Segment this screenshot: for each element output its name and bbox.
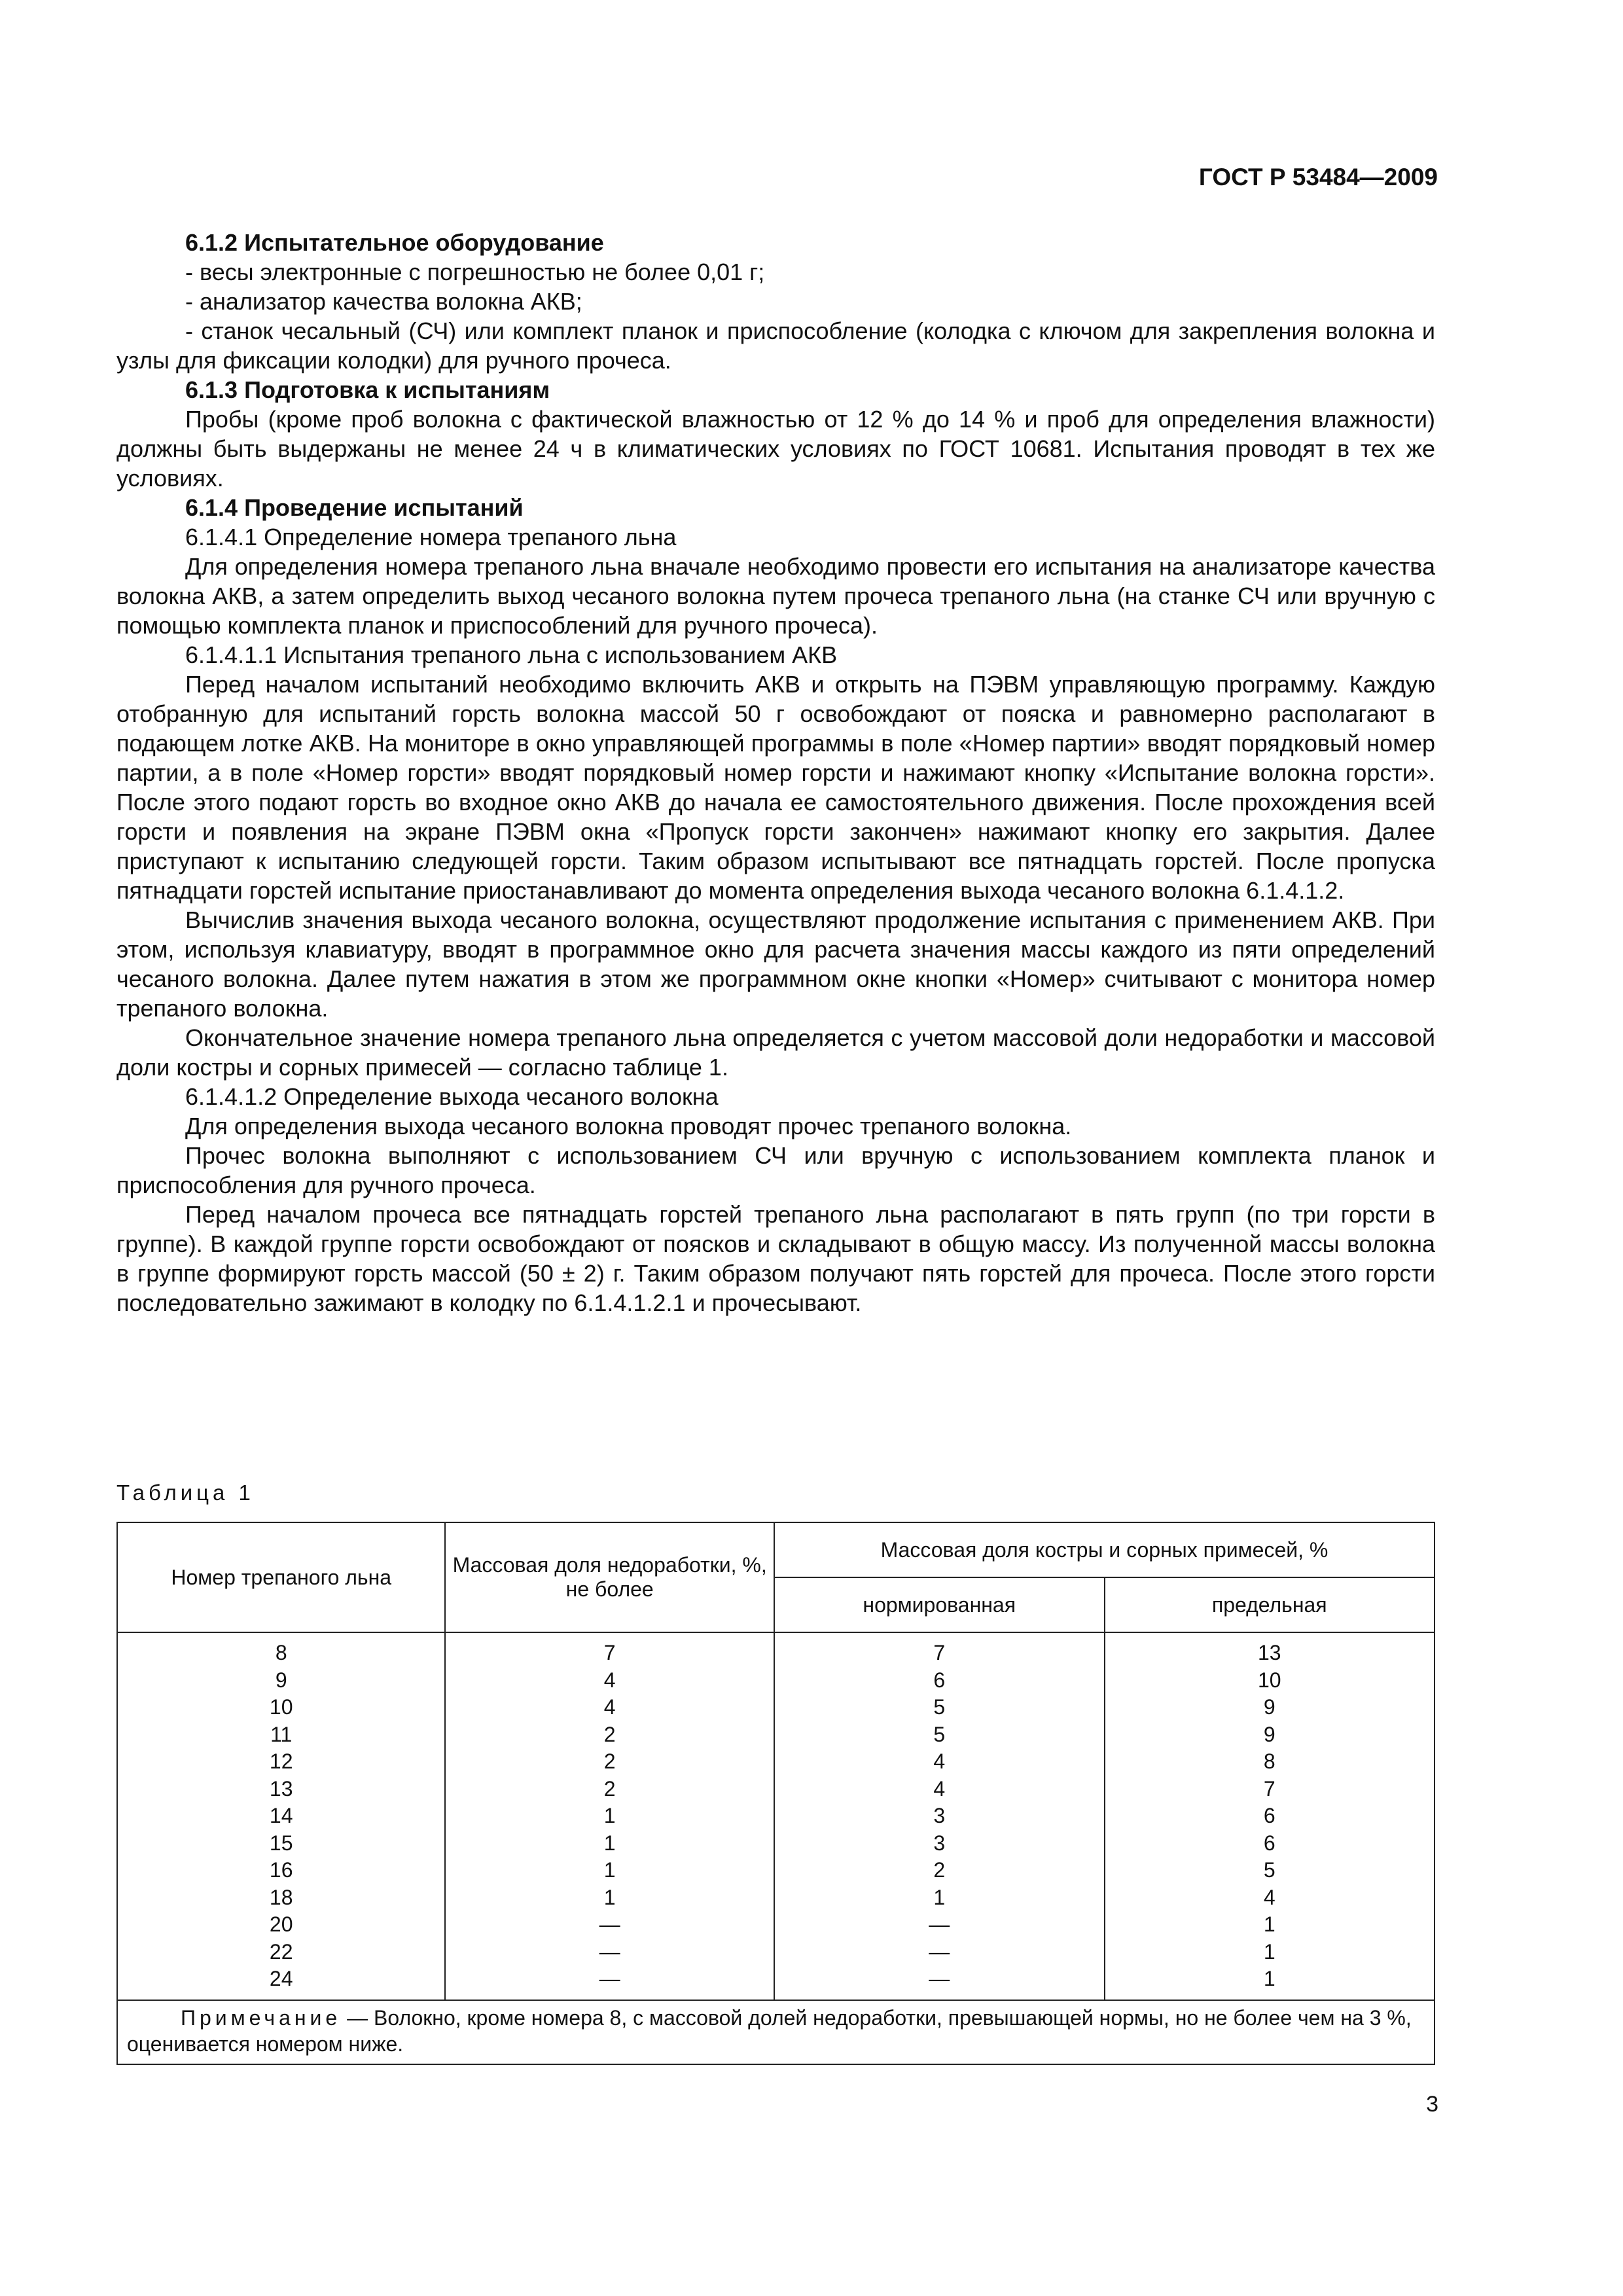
section-heading: 6.1.4 Проведение испытаний — [185, 494, 524, 521]
table-cell: 13 — [269, 1776, 293, 1801]
table-cell: 8 — [1263, 1749, 1275, 1773]
table-cell: 12 — [269, 1749, 293, 1773]
table-cell: 1 — [603, 1885, 616, 1909]
table-cell: 1 — [933, 1885, 946, 1909]
table-cell: 3 — [933, 1804, 946, 1827]
table-cell: 1 — [1263, 1967, 1275, 1990]
header-normative: нормированная — [774, 1577, 1105, 1632]
table-cell: 10 — [269, 1695, 293, 1719]
column-limit — [1105, 1632, 1435, 2000]
header-underprocessed: Массовая доля недоработки, %, не более — [445, 1522, 774, 1632]
table-cell: 8 — [275, 1641, 287, 1664]
subsection-heading: 6.1.4.1.1 Испытания трепаного льна с использованием АКВ — [185, 641, 838, 668]
table-note-row — [117, 2000, 1435, 2064]
table-cell: 4 — [933, 1749, 946, 1773]
table-cell: 20 — [269, 1912, 293, 1936]
table-cell: — — [929, 1912, 950, 1936]
section-heading: 6.1.2 Испытательное оборудование — [185, 229, 604, 256]
table-cell: 18 — [269, 1885, 293, 1909]
standard-id: ГОСТ Р 53484—2009 — [1198, 164, 1438, 190]
column-normative — [774, 1632, 1105, 2000]
table-note — [117, 2000, 1435, 2064]
table-cell: 22 — [269, 1939, 293, 1964]
list-item: - станок чесальный (СЧ) или комплект планок и приспособление (колодка с ключом для закрепления волокна и узлы для фиксации колодки) для ручного прочеса. — [116, 317, 1435, 374]
table-cell: 4 — [603, 1695, 616, 1719]
table-cell: 2 — [603, 1722, 616, 1746]
table-cell: 2 — [933, 1858, 946, 1882]
table-cell: 11 — [270, 1722, 293, 1746]
paragraph: Перед началом прочеса все пятнадцать горстей трепаного льна располагают в пять групп (по три горсти в группе). В каждой группе горсти освобождают от поясков и складывают в общую массу. Из полученной массы волокна в группе формируют горсть массой (50 ± 2) г. Таким образом получают пять горстей для прочеса. После этого горсти последовательно зажимают в колодку по 6.1.4.1.2.1 и прочесывают. — [116, 1201, 1435, 1316]
table-cell: 5 — [933, 1722, 946, 1746]
table-cell: — — [599, 1967, 620, 1990]
table-caption: Таблица 1 — [116, 1480, 255, 1505]
table-body-row — [117, 1632, 1435, 2000]
table-cell: 10 — [1257, 1668, 1281, 1692]
table-cell: 7 — [933, 1641, 946, 1664]
table-cell: 1 — [603, 1831, 616, 1855]
table-cell: 7 — [1263, 1776, 1275, 1801]
paragraph: Вычислив значения выхода чесаного волокна, осуществляют продолжение испытания с применением АКВ. При этом, используя клавиатуру, вводят в программное окно для расчета значения массы каждого из пяти определений чесаного волокна. Далее путем нажатия в этом же программном окне кнопки «Номер» считывают с монитора номер трепаного волокна. — [116, 906, 1435, 1022]
table-cell: 4 — [1263, 1885, 1275, 1909]
header-number: Номер трепаного льна — [117, 1522, 445, 1632]
table-cell: — — [599, 1939, 620, 1964]
paragraph: Перед началом испытаний необходимо включить АКВ и открыть на ПЭВМ управляющую программу. Каждую отобранную для испытаний горсть волокна массой 50 г освобождают от пояска и равномерно располагают в подающем лотке АКВ. На мониторе в окно управляющей программы в поле «Номер партии» вводят порядковый номер партии, а в поле «Номер горсти» вводят порядковый номер горсти и нажимают кнопку «Испытание волокна горсти». После этого подают горсть во входное окно АКВ до начала ее самостоятельного движения. После прохождения всей горсти и появления на экране ПЭВМ окна «Пропуск горсти закончен» нажимают кнопку его закрытия. Далее приступают к испытанию следующей горсти. Таким образом испытывают все пятнадцать горстей. После пропуска пятнадцати горстей испытание приостанавливают до момента определения выхода чесаного волокна 6.1.4.1.2. — [116, 671, 1435, 904]
subsection-heading: 6.1.4.1.2 Определение выхода чесаного волокна — [185, 1083, 719, 1110]
list-item: - весы электронные с погрешностью не более 0,01 г; — [185, 259, 765, 285]
table-cell: 9 — [1263, 1722, 1275, 1746]
table-cell: 7 — [603, 1641, 616, 1664]
table-cell: 6 — [933, 1668, 946, 1692]
table-cell: 9 — [1263, 1695, 1275, 1719]
note-text: — Волокно, кроме номера 8, с массовой долей недоработки, превышающей нормы, но не более чем на 3 %, оценивается номером ниже. — [127, 2005, 1412, 2056]
table-cell: 6 — [1263, 1831, 1275, 1855]
table-cell: 15 — [269, 1831, 293, 1855]
table-cell: 5 — [1263, 1858, 1275, 1882]
note-label: Примечание — [181, 2005, 342, 2030]
section-heading: 6.1.3 Подготовка к испытаниям — [185, 376, 550, 403]
table-cell: 5 — [933, 1695, 946, 1719]
list-item: - анализатор качества волокна АКВ; — [185, 288, 582, 315]
table-cell: 2 — [603, 1776, 616, 1801]
header-shive-group: Массовая доля костры и сорных примесей, % — [774, 1522, 1435, 1577]
header-limit: предельная — [1105, 1577, 1435, 1632]
paragraph: Прочес волокна выполняют с использованием СЧ или вручную с использованием комплекта планок и приспособления для ручного прочеса. — [116, 1142, 1435, 1198]
table-1 — [116, 1522, 1435, 2065]
column-underprocessed — [445, 1632, 774, 2000]
page-number: 3 — [1426, 2092, 1438, 2117]
table-cell: 9 — [275, 1668, 287, 1692]
table-cell: 13 — [1257, 1641, 1281, 1664]
table-cell: 14 — [269, 1804, 293, 1827]
paragraph: Для определения выхода чесаного волокна проводят прочес трепаного волокна. — [185, 1113, 1072, 1139]
document-body — [116, 228, 1435, 1318]
paragraph: Пробы (кроме проб волокна с фактической влажностью от 12 % до 14 % и проб для определения влажности) должны быть выдержаны не менее 24 ч в климатических условиях по ГОСТ 10681. Испытания проводят в тех же условиях. — [116, 406, 1435, 492]
table-cell: 6 — [1263, 1804, 1275, 1827]
table-cell: 1 — [603, 1858, 616, 1882]
table-cell: 24 — [269, 1967, 293, 1990]
table-cell: 2 — [603, 1749, 616, 1773]
table-cell: 16 — [269, 1858, 293, 1882]
table-cell: 1 — [1263, 1939, 1275, 1964]
table-cell: — — [599, 1912, 620, 1936]
table-cell: 4 — [933, 1776, 946, 1801]
table-cell: — — [929, 1967, 950, 1990]
subsection-heading: 6.1.4.1 Определение номера трепаного льна — [185, 524, 677, 550]
table-cell: 1 — [603, 1804, 616, 1827]
table-cell: 3 — [933, 1831, 946, 1855]
paragraph: Окончательное значение номера трепаного льна определяется с учетом массовой доли недоработки и массовой доли костры и сорных примесей — согласно таблице 1. — [116, 1024, 1435, 1081]
paragraph: Для определения номера трепаного льна вначале необходимо провести его испытания на анализаторе качества волокна АКВ, а затем определить выход чесаного волокна путем прочеса трепаного льна (на станке СЧ или вручную с помощью комплекта планок и приспособлений для ручного прочеса). — [116, 553, 1435, 639]
table-cell: — — [929, 1939, 950, 1964]
column-number — [117, 1632, 445, 2000]
table-cell: 1 — [1263, 1912, 1275, 1936]
table-cell: 4 — [603, 1668, 616, 1692]
